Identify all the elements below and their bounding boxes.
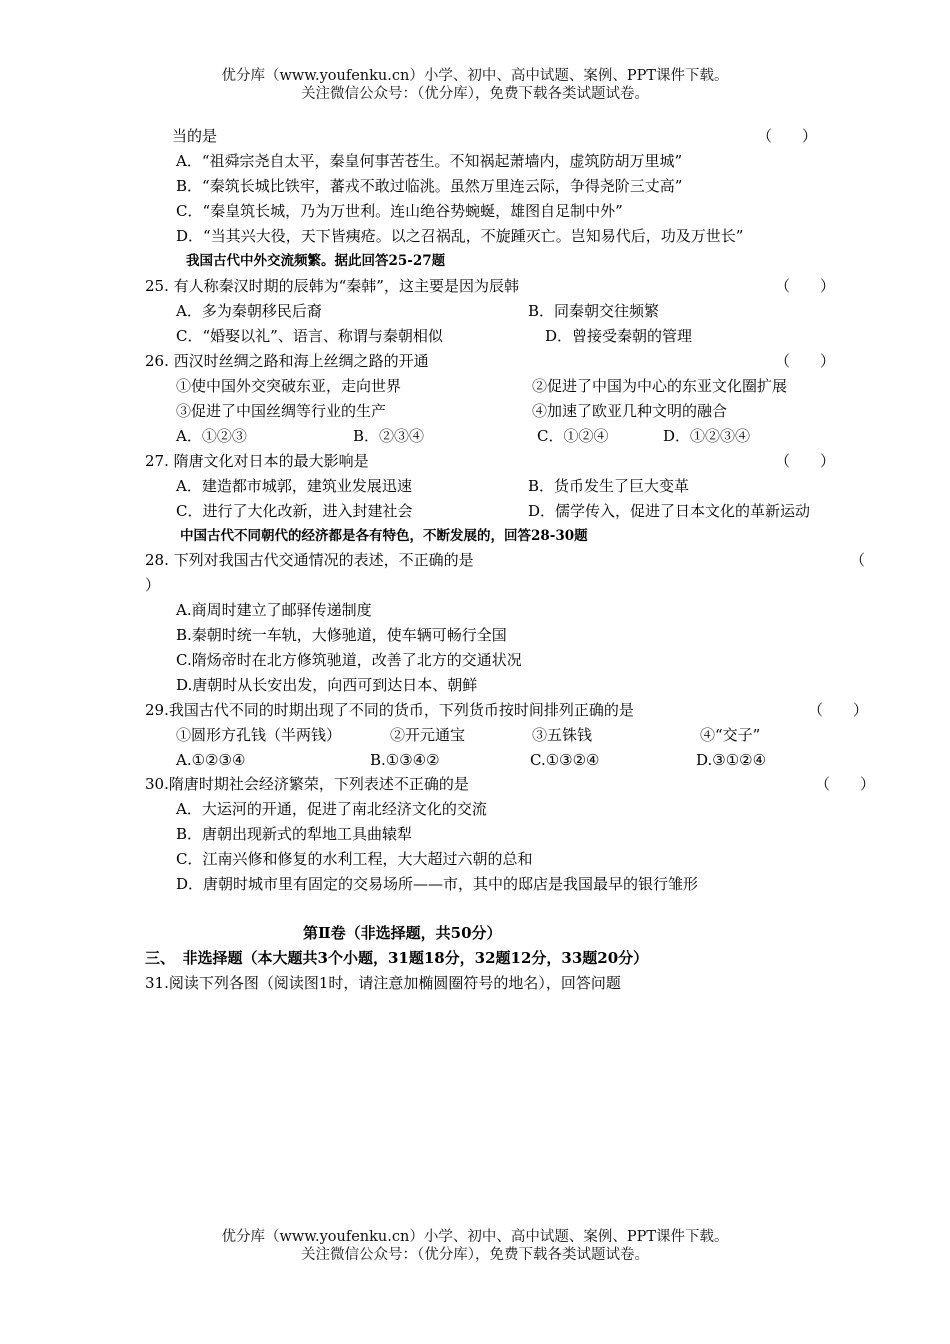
q29-option-b: B.①③④② xyxy=(370,751,440,769)
q29-option-c: C.①③②④ xyxy=(530,751,600,769)
footer-line-2: 关注微信公众号：（优分库），免费下载各类试题试卷。 xyxy=(301,1247,649,1263)
q28-stem: 28. 下列对我国古代交通情况的表述，不正确的是 xyxy=(145,551,474,569)
q30-answer-paren: （ ） xyxy=(815,775,876,793)
q30-option-b: B．唐朝出现新式的犁地工具曲辕犁 xyxy=(176,825,413,843)
q26-statement-2: ②促进了中国为中心的东亚文化圈扩展 xyxy=(532,377,788,395)
q29-option-d: D.③①②④ xyxy=(696,751,767,769)
q24-answer-paren: （ ） xyxy=(757,127,818,145)
q24-option-c: C．“秦皇筑长城，乃为万世利。连山绝谷势蜿蜒，雄图自足制中外” xyxy=(176,202,623,220)
q24-stem-tail: 当的是 xyxy=(172,127,218,145)
q26-option-c: C．①②④ xyxy=(537,427,609,445)
q26-statement-3: ③促进了中国丝绸等行业的生产 xyxy=(176,402,387,420)
q26-option-d: D．①②③④ xyxy=(663,427,751,445)
q27-option-d: D．儒学传入，促进了日本文化的革新运动 xyxy=(528,502,811,520)
q29-option-a: A.①②③④ xyxy=(176,751,246,769)
q30-stem: 30.隋唐时期社会经济繁荣，下列表述不正确的是 xyxy=(145,775,469,793)
q28-option-d: D.唐朝时从长安出发，向西可到达日本、朝鲜 xyxy=(176,676,478,694)
intro-25-27: 我国古代中外交流频繁。据此回答25-27题 xyxy=(186,253,446,269)
q28-option-c: C.隋炀帝时在北方修筑驰道，改善了北方的交通状况 xyxy=(176,651,522,669)
q26-option-a: A．①②③ xyxy=(176,427,247,445)
q31-stem: 31.阅读下列各图（阅读图1时，请注意加椭圆圈符号的地名），回答问题 xyxy=(145,974,621,992)
q25-option-d: D．曾接受秦朝的管理 xyxy=(545,327,693,345)
q24-option-b: B．“秦筑长城比铁牢，蕃戎不敢过临洮。虽然万里连云际，争得尧阶三丈高” xyxy=(176,177,683,195)
q30-option-c: C．江南兴修和修复的水利工程，大大超过六朝的总和 xyxy=(176,850,533,868)
part2-title: 第Ⅱ卷（非选择题，共50分） xyxy=(303,924,502,942)
q27-answer-paren: （ ） xyxy=(775,452,836,470)
q27-option-c: C．进行了大化改新，进入封建社会 xyxy=(176,502,413,520)
header-line-2: 关注微信公众号：（优分库），免费下载各类试题试卷。 xyxy=(301,86,649,102)
q25-answer-paren: （ ） xyxy=(775,277,836,295)
footer-line-1: 优分库（www.youfenku.cn）小学、初中、高中试题、案例、PPT课件下载。 xyxy=(221,1229,729,1245)
q24-option-d: D．“当其兴大役，天下皆痍疮。以之召祸乱，不旋踵灭亡。岂知易代后，功及万世长” xyxy=(176,227,744,245)
q26-statement-1: ①使中国外交突破东亚，走向世界 xyxy=(176,377,402,395)
q28-option-a: A.商周时建立了邮驿传递制度 xyxy=(176,601,372,619)
intro-28-30: 中国古代不同朝代的经济都是各有特色，不断发展的，回答28-30题 xyxy=(180,528,588,544)
q28-option-b: B.秦朝时统一车轨，大修驰道，使车辆可畅行全国 xyxy=(176,626,507,644)
q28-paren-close: ） xyxy=(145,576,161,594)
q30-option-a: A．大运河的开通，促进了南北经济文化的交流 xyxy=(176,800,487,818)
q25-option-b: B．同秦朝交往频繁 xyxy=(528,302,660,320)
q27-option-a: A．建造都市城郭，建筑业发展迅速 xyxy=(176,477,412,495)
q29-answer-paren: （ ） xyxy=(808,701,869,719)
q29-item-3: ③五铢钱 xyxy=(532,726,593,744)
q27-stem: 27. 隋唐文化对日本的最大影响是 xyxy=(145,452,369,470)
q25-option-a: A．多为秦朝移民后裔 xyxy=(176,302,322,320)
q29-item-2: ②开元通宝 xyxy=(390,726,466,744)
q27-option-b: B．货币发生了巨大变革 xyxy=(528,477,690,495)
q26-statement-4: ④加速了欧亚几种文明的融合 xyxy=(532,402,728,420)
q26-answer-paren: （ ） xyxy=(775,352,836,370)
q28-paren-open: （ xyxy=(850,551,866,569)
q29-item-4: ④“交子” xyxy=(700,726,761,744)
q30-option-d: D．唐朝时城市里有固定的交易场所——市，其中的邸店是我国最早的银行雏形 xyxy=(176,875,699,893)
q29-stem: 29.我国古代不同的时期出现了不同的货币，下列货币按时间排列正确的是 xyxy=(145,701,634,719)
header-line-1: 优分库（www.youfenku.cn）小学、初中、高中试题、案例、PPT课件下载。 xyxy=(221,68,729,84)
section-3-heading: 三、 非选择题（本大题共3个小题，31题18分，32题12分，33题20分） xyxy=(145,949,649,967)
q26-option-b: B．②③④ xyxy=(353,427,425,445)
q29-item-1: ①圆形方孔钱（半两钱） xyxy=(176,726,342,744)
q24-option-a: A．“祖舜宗尧自太平，秦皇何事苦苍生。不知祸起萧墙内，虚筑防胡万里城” xyxy=(176,152,683,170)
q26-stem: 26. 西汉时丝绸之路和海上丝绸之路的开通 xyxy=(145,352,429,370)
q25-option-c: C．“婚娶以礼”、语言、称谓与秦朝相似 xyxy=(176,327,443,345)
q25-stem: 25. 有人称秦汉时期的辰韩为“秦韩”，这主要是因为辰韩 xyxy=(145,277,519,295)
